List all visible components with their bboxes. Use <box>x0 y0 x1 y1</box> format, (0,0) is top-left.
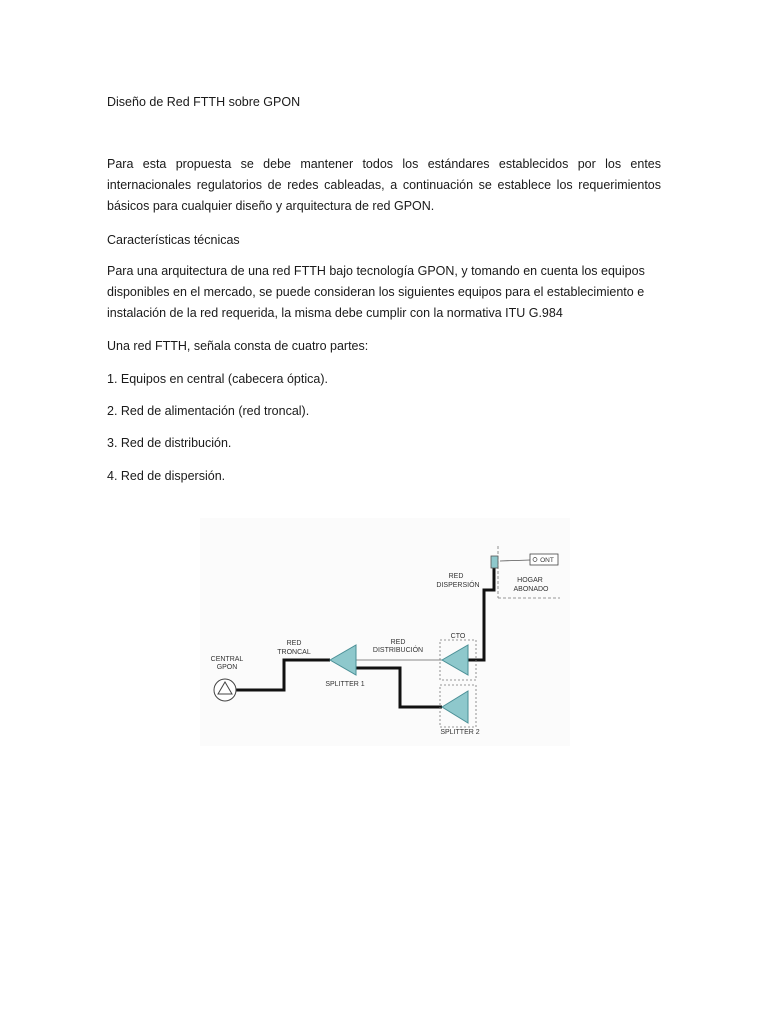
red-distribucion-label-line1: RED <box>390 639 406 646</box>
red-troncal-label-line2: TRONCAL <box>277 649 311 656</box>
hogar-label-line2: ABONADO <box>513 586 549 593</box>
central-label-line1: CENTRAL <box>210 656 244 663</box>
list-item-4: 4. Red de dispersión. <box>107 469 226 483</box>
section-heading: Características técnicas <box>107 233 240 247</box>
hogar-label-line1: HOGAR <box>517 577 543 584</box>
list-item-1: 1. Equipos en central (cabecera óptica). <box>107 372 328 386</box>
splitter2-label: SPLITTER 2 <box>440 729 480 736</box>
red-distribucion-label-line2: DISTRIBUCIÓN <box>372 647 424 654</box>
list-item-2: 2. Red de alimentación (red troncal). <box>107 404 310 418</box>
ftth-network-diagram <box>200 518 570 746</box>
red-dispersion-label-line1: RED <box>448 573 464 580</box>
technical-paragraph: Para una arquitectura de una red FTTH bajo tecnología GPON, y tomando en cuenta los equipos disponibles en el mercado, se puede consideran los siguientes equipos para el establecimiento e instalación de la red requerida, la misma debe cumplir con la normativa ITU G.984 <box>107 264 645 320</box>
cto-label: CTO <box>450 633 466 640</box>
diagram-background <box>200 518 570 746</box>
red-dispersion-label-line2: DISPERSIÓN <box>436 582 480 589</box>
ont-label: ONT <box>540 557 554 564</box>
parts-intro: Una red FTTH, señala consta de cuatro partes: <box>107 339 369 353</box>
document-title: Diseño de Red FTTH sobre GPON <box>107 95 301 109</box>
list-item-3: 3. Red de distribución. <box>107 436 232 450</box>
roseta-icon <box>491 556 498 568</box>
splitter1-label: SPLITTER 1 <box>325 681 365 688</box>
red-troncal-label-line1: RED <box>286 640 302 647</box>
intro-paragraph: Para esta propuesta se debe mantener todos los estándares establecidos por los entes internacionales regulatorios de redes cableadas, a continuación se establece los requerimientos básicos para cualquier diseño y arquitectura de red GPON. <box>107 157 661 213</box>
central-label-line2: GPON <box>216 664 238 671</box>
